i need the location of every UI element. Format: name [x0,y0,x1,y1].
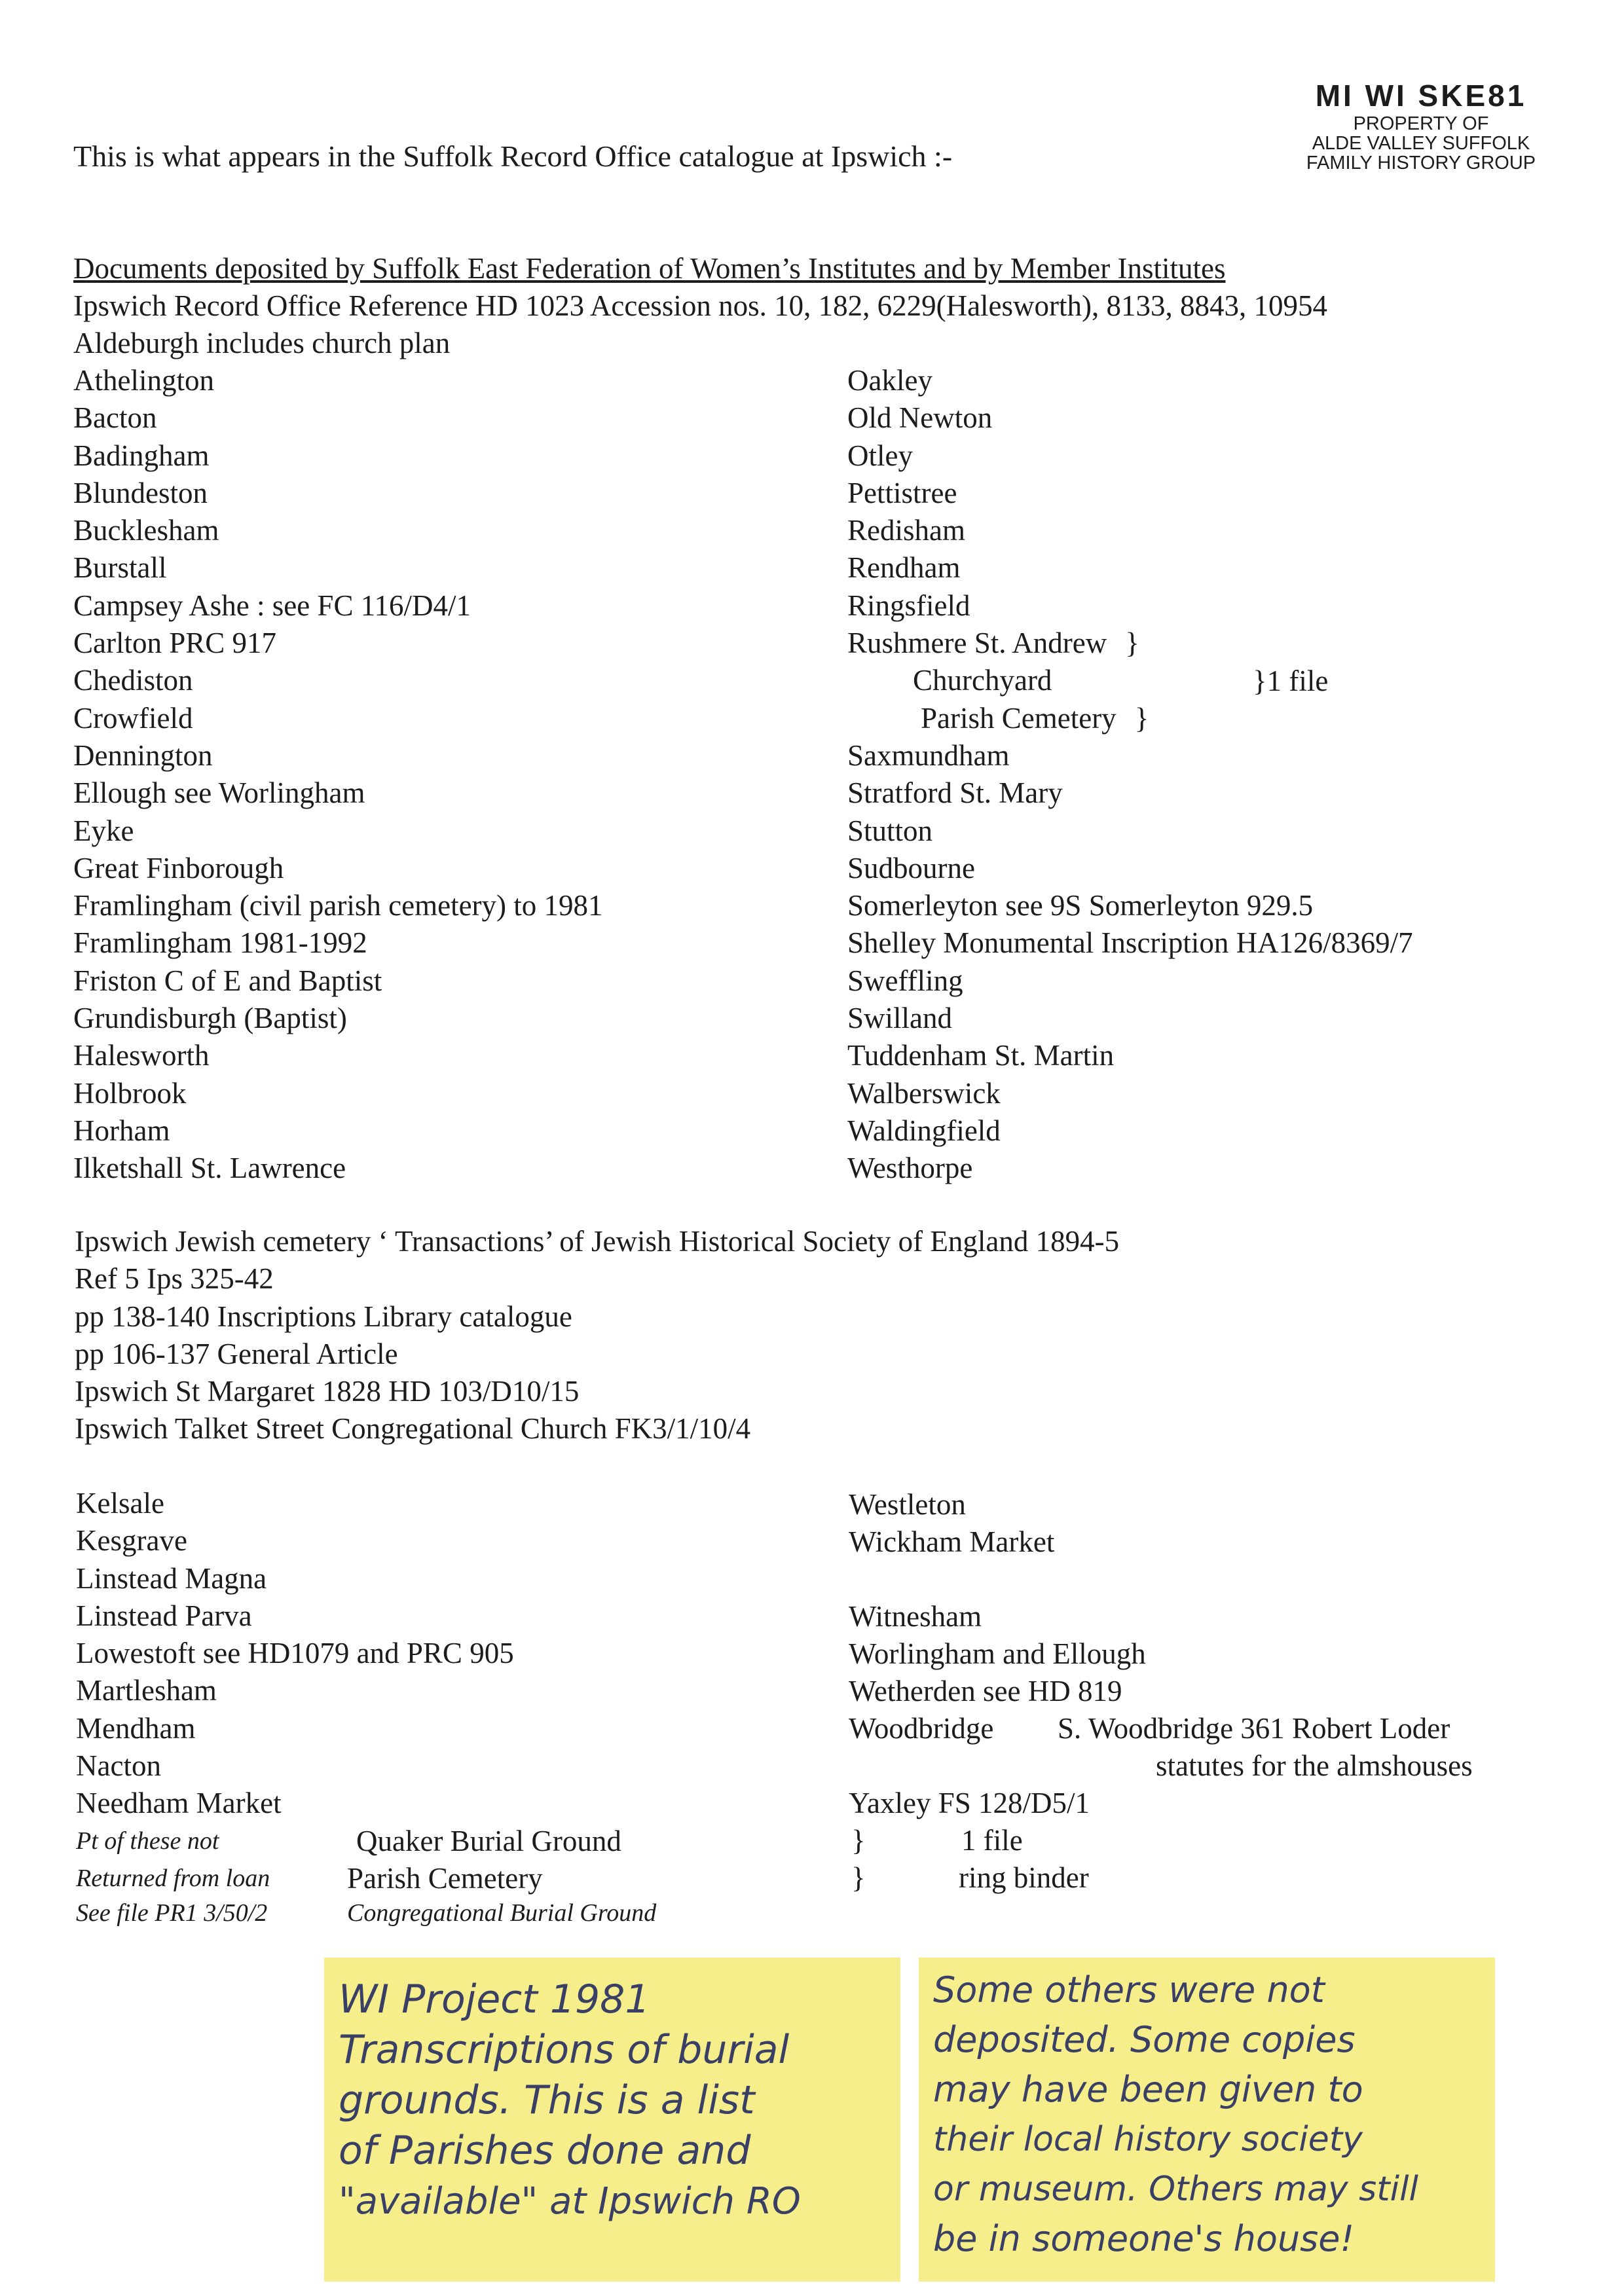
list-item: Linstead Parva [76,1599,252,1632]
list-item: Carlton PRC 917 [73,627,277,660]
wickham-market: Wickham Market [849,1525,1055,1558]
sticky-note-right [919,1958,1495,2282]
note-line: their local history society [933,2120,1363,2159]
list-item: Bacton [73,401,157,435]
yaxley: Yaxley FS 128/D5/1 [849,1787,1090,1819]
list-item: Pettistree [847,476,957,509]
note-line: Some others were not [933,1969,1325,2011]
list-item: Eyke [73,814,134,847]
list-item: Friston C of E and Baptist [73,964,382,997]
note-line: may have been given to [933,2069,1363,2110]
ipswich-line: Ipswich St Margaret 1828 HD 103/D10/15 [75,1375,580,1408]
brace-glyph: } [1134,701,1149,735]
list-item: Sweffling [847,964,963,997]
sticky-note-left [324,1958,900,2282]
note-line: grounds. This is a list [339,2077,755,2123]
parish-list-left-1 [73,362,603,1188]
list-item: Westhorpe [847,1152,973,1185]
list-item: Mendham [76,1711,196,1745]
list-item: Kesgrave [76,1524,187,1558]
one-file-note: }1 file [1253,665,1329,697]
list-item: Shelley Monumental Inscription HA126/8369/7 [847,926,1413,960]
ipswich-line: Ref 5 Ips 325-42 [75,1262,274,1296]
parish-list-right-1 [847,362,1413,1188]
list-item: Saxmundham [847,738,1010,772]
list-item: Swilland [847,1002,953,1035]
ring-binder: ring binder [959,1861,1089,1894]
stamp-line: PROPERTY OF [1353,113,1489,134]
list-item: Ellough see Worlingham [73,776,365,810]
note-line: Transcriptions of burial [339,2027,790,2073]
westleton: Westleton [849,1488,966,1521]
list-item: Bucklesham [73,514,219,547]
list-item: Badingham [73,439,210,472]
ipswich-block [75,1223,1119,1448]
ipswich-line: Ipswich Jewish cemetery ‘ Transactions’ of Jewish Historical Society of England 1894-5 [75,1225,1120,1258]
list-item: Stutton [847,814,933,847]
list-item: Ringsfield [847,589,970,622]
list-item: Rendham [847,551,961,585]
list-item: Framlingham 1981-1992 [73,926,367,960]
parish-list-left-2 [76,1485,514,1823]
list-item: Stratford St. Mary [847,776,1063,810]
list-item-parish-cemetery [847,700,1413,737]
woodbridge-note: statutes for the almshouses [1156,1749,1473,1782]
list-item-rushmere [847,625,1413,662]
note-line: WI Project 1981 [339,1977,650,2022]
list-item: Athelington [73,364,214,397]
pt-of-these-not: Pt of these not [76,1827,219,1855]
list-item: Framlingham (civil parish cemetery) to 1981 [73,889,603,922]
list-item: Otley [847,439,913,472]
wetherden: Wetherden see HD 819 [849,1675,1122,1707]
list-item: Grundisburgh (Baptist) [73,1002,347,1035]
parish-cemetery-needham: Parish Cemetery [347,1862,543,1895]
list-item: Ilketshall St. Lawrence [73,1152,346,1185]
rushmere-label: Rushmere St. Andrew [847,627,1107,660]
list-item: Martlesham [76,1674,217,1707]
returned-from-loan: Returned from loan [76,1865,270,1892]
congregational-burial-ground: Congregational Burial Ground [347,1899,657,1927]
list-item: Blundeston [73,476,208,509]
brace-glyph: } [851,1861,866,1894]
brace-glyph: } [1125,627,1139,660]
note-line: deposited. Some copies [933,2019,1356,2060]
list-item: Linstead Magna [76,1561,267,1595]
list-item: Holbrook [73,1076,187,1110]
list-item: Tuddenham St. Martin [847,1039,1115,1072]
intro-text: This is what appears in the Suffolk Record Office catalogue at Ipswich :- [73,139,953,173]
witnesham: Witnesham [849,1600,982,1633]
ipswich-line: pp 106-137 General Article [75,1337,398,1370]
list-item: Needham Market [76,1787,282,1820]
document-heading: Documents deposited by Suffolk East Federation of Women’s Institutes and by Member Institutes [73,252,1226,285]
one-file-yaxley: 1 file [961,1824,1023,1857]
list-item: Burstall [73,551,167,585]
worlingham-and-ellough: Worlingham and Ellough [849,1637,1146,1670]
aldeburgh-line: Aldeburgh includes church plan [73,327,451,359]
list-item: Oakley [847,364,932,397]
list-item: Sudbourne [847,851,975,884]
parish-cemetery-label: Parish Cemetery [921,701,1116,735]
list-item: Walberswick [847,1076,1001,1110]
note-line: of Parishes done and [339,2128,751,2174]
stamp-code: MI WI SKE81 [1315,79,1527,113]
see-file-note: See file PR1 3/50/2 [76,1899,268,1927]
woodbridge-note: S. Woodbridge 361 Robert Loder [1058,1712,1450,1745]
list-item: Lowestoft see HD1079 and PRC 905 [76,1637,514,1670]
list-item: Campsey Ashe : see FC 116/D4/1 [73,589,471,622]
list-item: Somerleyton see 9S Somerleyton 929.5 [847,889,1314,922]
list-item: Waldingfield [847,1114,1001,1147]
reference-line: Ipswich Record Office Reference HD 1023 Accession nos. 10, 182, 6229(Halesworth), 8133, 8843, 10954 [73,289,1328,322]
note-line: or museum. Others may still [933,2170,1418,2209]
brace-glyph: } [851,1824,866,1857]
woodbridge: Woodbridge [849,1712,994,1745]
ipswich-line: Ipswich Talket Street Congregational Church FK3/1/10/4 [75,1412,751,1446]
list-item: Halesworth [73,1039,210,1072]
ipswich-line: pp 138-140 Inscriptions Library catalogue [75,1300,572,1333]
quaker-burial-ground: Quaker Burial Ground [356,1825,621,1857]
list-item: Redisham [847,514,965,547]
stamp-line: ALDE VALLEY SUFFOLK [1312,133,1530,154]
property-stamp [1283,77,1559,173]
list-item: Nacton [76,1749,161,1783]
list-item: Great Finborough [73,851,284,884]
list-item: Dennington [73,738,213,772]
stamp-line: FAMILY HISTORY GROUP [1306,153,1536,173]
list-item: Kelsale [76,1487,164,1520]
list-item: Chediston [73,664,193,697]
list-item: Crowfield [73,701,193,735]
list-item: Horham [73,1114,170,1147]
note-line: "available" at Ipswich RO [339,2180,801,2223]
note-line: be in someone's house! [933,2218,1355,2259]
churchyard-label: Churchyard [913,664,1052,697]
list-item: Old Newton [847,401,993,435]
